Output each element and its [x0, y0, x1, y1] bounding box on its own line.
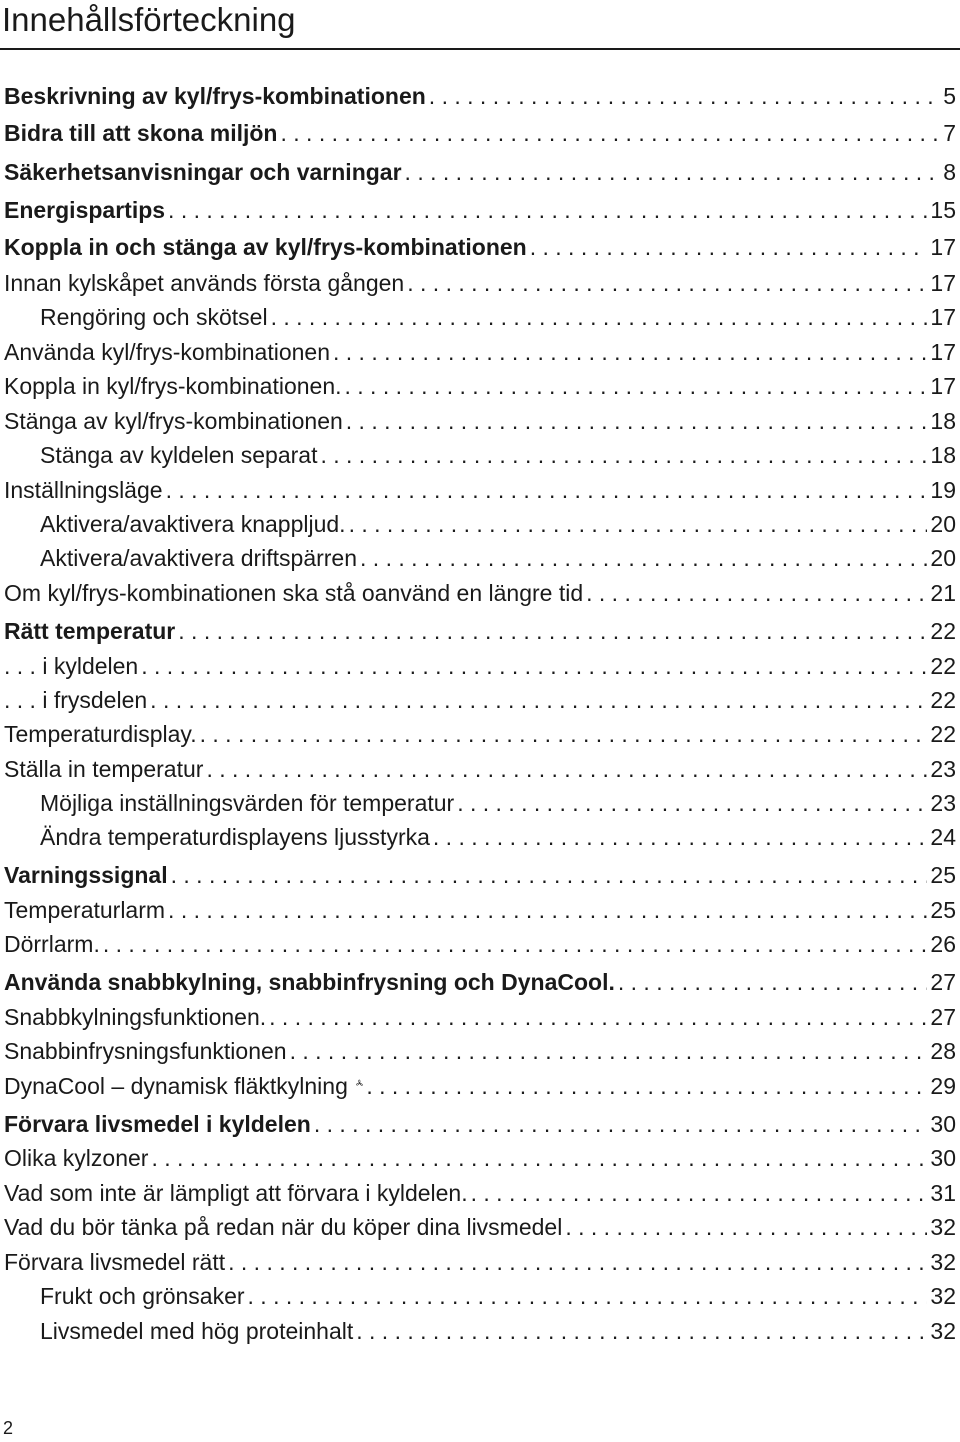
toc-dot-leader	[366, 1070, 927, 1102]
toc-dot-leader	[405, 156, 941, 188]
toc-entry[interactable]	[4, 370, 956, 402]
toc-entry-page: 22	[930, 653, 956, 679]
toc-dot-leader	[586, 577, 927, 609]
toc-entry[interactable]	[4, 267, 956, 299]
toc-entry-page: 23	[930, 790, 956, 816]
toc-dot-leader	[565, 1211, 927, 1243]
toc-entry-title: . . . i kyldelen	[4, 653, 139, 679]
toc-dot-leader	[457, 787, 927, 819]
toc-entry[interactable]	[40, 1280, 956, 1312]
toc-entry[interactable]	[4, 615, 956, 647]
toc-entry-title: Bidra till att skona miljön	[4, 120, 278, 146]
toc-entry-page: 17	[930, 339, 956, 365]
toc-entry-page: 18	[930, 442, 956, 468]
fan-icon	[356, 1072, 363, 1094]
toc-entry-title: Beskrivning av kyl/frys-kombinationen	[4, 83, 426, 109]
toc-dot-leader	[171, 859, 928, 891]
toc-entry[interactable]	[40, 508, 956, 540]
toc-entry[interactable]	[4, 1246, 956, 1278]
toc-dot-leader	[151, 1142, 927, 1174]
toc-dot-leader	[333, 336, 927, 368]
toc-dot-leader	[433, 821, 928, 853]
toc-dot-leader	[346, 405, 928, 437]
toc-entry-title: Frukt och grönsaker	[40, 1283, 245, 1309]
toc-entry[interactable]	[4, 753, 956, 785]
toc-entry[interactable]	[4, 405, 956, 437]
toc-dot-leader	[356, 1315, 927, 1347]
toc-entry-page: 25	[930, 897, 956, 923]
toc-entry-title: Säkerhetsanvisningar och varningar	[4, 159, 402, 185]
toc-entry-title: Möjliga inställningsvärden för temperatur	[40, 790, 455, 816]
toc-dot-leader	[314, 1108, 928, 1140]
toc-entry-title: Rengöring och skötsel	[40, 304, 268, 330]
toc-entry-title: Temperaturlarm	[4, 897, 166, 923]
toc-entry-page: 17	[930, 270, 956, 296]
toc-dot-leader	[360, 542, 927, 574]
toc-entry[interactable]	[4, 859, 956, 891]
toc-entry[interactable]	[4, 117, 956, 149]
toc-entry[interactable]	[4, 1177, 956, 1209]
toc-entry[interactable]	[4, 80, 956, 112]
toc-entry[interactable]	[4, 156, 956, 188]
toc-entry-page: 5	[943, 83, 956, 109]
toc-entry[interactable]	[40, 301, 956, 333]
toc-entry-page: 17	[930, 373, 956, 399]
toc-entry-title: Ändra temperaturdisplayens ljusstyrka	[40, 824, 430, 850]
toc-entry-page: 29	[930, 1073, 956, 1099]
toc-entry-page: 31	[930, 1180, 956, 1206]
toc-entry[interactable]	[4, 336, 956, 368]
toc-entry[interactable]	[4, 474, 956, 506]
toc-entry-title: Varningssignal	[4, 862, 168, 888]
toc-dot-leader	[320, 439, 927, 471]
toc-entry[interactable]	[4, 718, 956, 750]
toc-dot-leader	[168, 194, 927, 226]
toc-dot-leader	[168, 894, 927, 926]
toc-entry-title: Koppla in kyl/frys-kombinationen.	[4, 373, 342, 399]
toc-entry-page: 28	[930, 1038, 956, 1064]
toc-entry-page: 27	[930, 969, 956, 995]
toc-entry[interactable]	[40, 542, 956, 574]
toc-entry-page: 17	[930, 234, 956, 260]
toc-entry-page: 32	[930, 1318, 956, 1344]
toc-entry-title: Innan kylskåpet används första gången	[4, 270, 405, 296]
toc-entry-page: 27	[930, 1004, 956, 1030]
toc-entry-page: 7	[943, 120, 956, 146]
toc-dot-leader	[150, 684, 927, 716]
toc-entry-page: 19	[930, 477, 956, 503]
toc-entry-title: Använda kyl/frys-kombinationen	[4, 339, 330, 365]
toc-entry-title: Olika kylzoner	[4, 1145, 149, 1171]
toc-dot-leader	[271, 301, 928, 333]
toc-dot-leader	[228, 1246, 927, 1278]
toc-dot-leader	[407, 267, 927, 299]
toc-entry[interactable]	[4, 650, 956, 682]
toc-entry-title: Inställningsläge	[4, 477, 163, 503]
toc-entry-page: 15	[930, 197, 956, 223]
toc-entry-page: 32	[930, 1283, 956, 1309]
toc-entry[interactable]	[40, 439, 956, 471]
toc-entry-page: 30	[930, 1145, 956, 1171]
toc-entry-title: Använda snabbkylning, snabbinfrysning och DynaCool.	[4, 969, 615, 995]
toc-entry-title: Stänga av kyldelen separat	[40, 442, 318, 468]
toc-entry-page: 26	[930, 931, 956, 957]
toc-entry[interactable]	[4, 1142, 956, 1174]
toc-dot-leader	[530, 231, 928, 263]
toc-dot-leader	[141, 650, 927, 682]
toc-dot-leader	[103, 928, 928, 960]
toc-entry-page: 30	[930, 1111, 956, 1137]
toc-dot-leader	[206, 753, 927, 785]
toc-entry-page: 23	[930, 756, 956, 782]
toc-entry[interactable]	[40, 1315, 956, 1347]
toc-entry-title: Dörrlarm.	[4, 931, 100, 957]
toc-dot-leader	[345, 370, 928, 402]
toc-entry-page: 21	[930, 580, 956, 606]
toc-entry[interactable]	[4, 1035, 956, 1067]
toc-entry-title: Ställa in temperatur	[4, 756, 204, 782]
toc-entry-title: Vad du bör tänka på redan när du köper dina livsmedel	[4, 1214, 563, 1240]
toc-entry[interactable]	[4, 928, 956, 960]
toc-dot-leader	[429, 80, 940, 112]
toc-entry-title: Aktivera/avaktivera driftspärren	[40, 545, 358, 571]
toc-dot-leader	[178, 615, 927, 647]
toc-entry-title: Förvara livsmedel rätt	[4, 1249, 226, 1275]
toc-entry-page: 22	[930, 721, 956, 747]
toc-entry-page: 22	[930, 618, 956, 644]
toc-dot-leader	[290, 1035, 928, 1067]
toc-entry[interactable]	[40, 821, 956, 853]
toc-entry[interactable]	[4, 231, 956, 263]
toc-entry[interactable]	[4, 1001, 956, 1033]
toc-entry[interactable]	[4, 1211, 956, 1243]
toc-entry[interactable]	[4, 966, 956, 998]
toc-entry-title: DynaCool – dynamisk fläktkylning	[4, 1073, 348, 1099]
toc-entry-title: Snabbinfrysningsfunktionen	[4, 1038, 287, 1064]
toc-entry-title: Temperaturdisplay.	[4, 721, 197, 747]
toc-entry[interactable]	[4, 1070, 956, 1102]
toc-entry-page: 24	[930, 824, 956, 850]
toc-dot-leader	[200, 718, 928, 750]
toc-dot-leader	[166, 474, 928, 506]
toc-entry-page: 32	[930, 1214, 956, 1240]
page-title: Innehållsförteckning	[2, 1, 296, 38]
toc-entry-title: Förvara livsmedel i kyldelen	[4, 1111, 311, 1137]
toc-entry-title: Stänga av kyl/frys-kombinationen	[4, 408, 343, 434]
toc-entry-title: Rätt temperatur	[4, 618, 176, 644]
toc-entry[interactable]	[4, 577, 956, 609]
toc-entry-title: Om kyl/frys-kombinationen ska stå oanvänd en längre tid	[4, 580, 584, 606]
toc-entry-page: 25	[930, 862, 956, 888]
toc-entry-title: Vad som inte är lämpligt att förvara i kyldelen.	[4, 1180, 468, 1206]
toc-dot-leader	[471, 1177, 928, 1209]
page-number: 2	[3, 1418, 14, 1438]
toc-dot-leader	[618, 966, 928, 998]
toc-entry-title: Snabbkylningsfunktionen.	[4, 1004, 267, 1030]
toc-entry-page: 18	[930, 408, 956, 434]
toc-entry-title: . . . i frysdelen	[4, 687, 148, 713]
toc-entry[interactable]	[4, 1108, 956, 1140]
toc-dot-leader	[248, 1280, 928, 1312]
toc-entry-page: 17	[930, 304, 956, 330]
toc-entry-page: 22	[930, 687, 956, 713]
toc-entry-page: 8	[943, 159, 956, 185]
toc-entry-page: 32	[930, 1249, 956, 1275]
toc-dot-leader	[280, 117, 940, 149]
toc-entry-title: Koppla in och stänga av kyl/frys-kombinationen	[4, 234, 527, 260]
toc-entry[interactable]	[4, 894, 956, 926]
toc-entry[interactable]	[4, 684, 956, 716]
toc-entry-page: 20	[930, 511, 956, 537]
toc-dot-leader	[349, 508, 928, 540]
toc-dot-leader	[269, 1001, 927, 1033]
toc-entry[interactable]	[4, 194, 956, 226]
toc-entry[interactable]	[40, 787, 956, 819]
toc-entry-title: Aktivera/avaktivera knappljud.	[40, 511, 346, 537]
toc-entry-title: Livsmedel med hög proteinhalt	[40, 1318, 354, 1344]
toc-entry-title: Energispartips	[4, 197, 166, 223]
toc-entry-page: 20	[930, 545, 956, 571]
